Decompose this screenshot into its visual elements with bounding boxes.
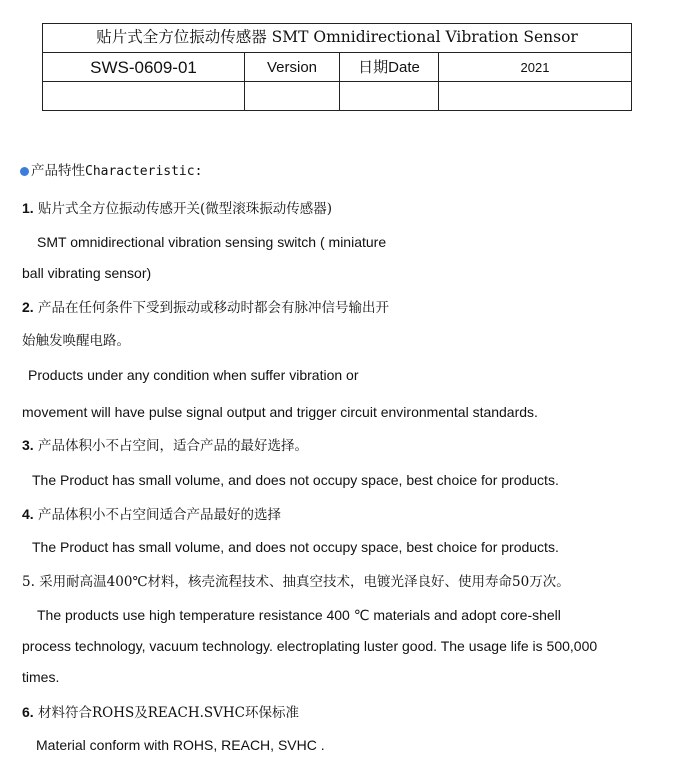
empty-cell xyxy=(245,82,340,111)
item-2-cn-line-2: 始触发唤醒电路。 xyxy=(22,333,130,349)
empty-cell xyxy=(43,82,245,111)
item-2-cn-line-1: 2. 产品在任何条件下受到振动或移动时都会有脉冲信号输出开 xyxy=(22,299,389,316)
characteristic-heading: 产品特性Characteristic: xyxy=(20,161,202,181)
empty-cell xyxy=(439,82,632,111)
empty-cell xyxy=(340,82,439,111)
item-5-en-line-1: The products use high temperature resistance 400 ℃ materials and adopt core-shell xyxy=(37,607,561,623)
item-1-cn: 1. 贴片式全方位振动传感开关(微型滚珠振动传感器) xyxy=(22,200,333,217)
item-4-cn: 4. 产品体积小不占空间适合产品最好的选择 xyxy=(22,506,281,523)
item-6-en-line-1: Material conform with ROHS, REACH, SVHC . xyxy=(36,737,325,753)
item-5-en-line-2: process technology, vacuum technology. electroplating luster good. The usage life is 500,000 xyxy=(22,638,598,654)
date-label: 日期Date xyxy=(340,53,439,82)
item-1-en-line-1: SMT omnidirectional vibration sensing switch ( miniature xyxy=(37,234,387,250)
document-title: 贴片式全方位振动传感器 SMT Omnidirectional Vibration Sensor xyxy=(43,24,632,53)
item-2-en-line-1: Products under any condition when suffer vibration or xyxy=(28,367,359,383)
item-2-en-line-2: movement will have pulse signal output and trigger circuit environmental standards. xyxy=(22,404,538,420)
item-6-cn: 6. 材料符合ROHS及REACH.SVHC环保标准 xyxy=(22,704,299,721)
model-number: SWS-0609-01 xyxy=(43,53,245,82)
item-5-en-line-3: times. xyxy=(22,669,60,685)
year-value: 2021 xyxy=(439,53,632,82)
item-5-cn: 5. 采用耐高温400℃材料，核壳流程技术、抽真空技术，电镀光泽良好、使用寿命50万次。 xyxy=(22,574,570,590)
document-header-table xyxy=(42,23,632,111)
item-1-en-line-2: ball vibrating sensor) xyxy=(22,265,152,281)
item-3-en-line-1: The Product has small volume, and does not occupy space, best choice for products. xyxy=(32,472,559,488)
item-4-en-line-1: The Product has small volume, and does not occupy space, best choice for products. xyxy=(32,539,559,555)
bullet-icon xyxy=(20,167,29,176)
version-label: Version xyxy=(245,53,340,82)
item-3-cn: 3. 产品体积小不占空间，适合产品的最好选择。 xyxy=(22,437,308,454)
